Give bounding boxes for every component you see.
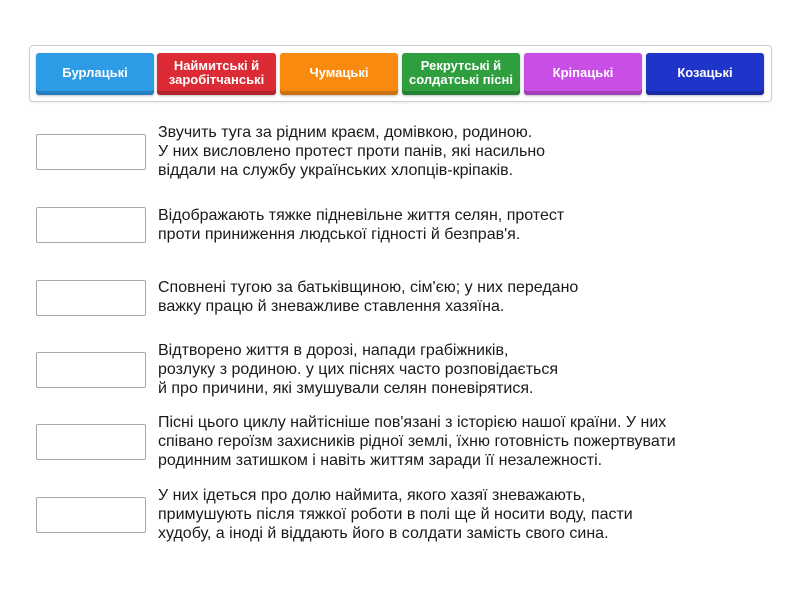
drop-slot-4[interactable] bbox=[36, 352, 146, 388]
description-1: Звучить туга за рідним краєм, домівкою, родиною. У них висловлено протест проти панів, які насильно віддали на службу українських хлопців-кріпаків. bbox=[158, 124, 546, 179]
drop-slot-6[interactable] bbox=[36, 497, 146, 533]
description-3: Сповнені тугою за батьківщиною, сім'єю; у них передано важку працю й зневажливе ставлення хазяїна. bbox=[158, 279, 579, 315]
tile-rekrutski[interactable] bbox=[402, 53, 520, 95]
tile-naimytski[interactable] bbox=[157, 53, 276, 95]
tile-burlatski[interactable] bbox=[36, 53, 154, 95]
description-4: Відтворено життя в дорозі, напади грабіжників, розлуку з родиною. у цих піснях часто розповідається й про причини, які змушували селян поневірятися. bbox=[158, 342, 559, 397]
description-2: Відображають тяжке підневільне життя селян, протест проти приниження людської гідності й безправ'я. bbox=[158, 207, 565, 243]
description-5: Пісні цього циклу найтісніше пов'язані з історією нашої країни. У них співано героїзм захисників рідної землі, їхню готовність пожертвувати родинним затишком і навіть життям заради її незалежності. bbox=[158, 414, 676, 469]
tile-kripatski[interactable] bbox=[524, 53, 642, 95]
tile-label: Бурлацькі bbox=[62, 64, 128, 80]
drop-slot-1[interactable] bbox=[36, 134, 146, 170]
tile-chumatski[interactable] bbox=[280, 53, 398, 95]
tile-kozatski[interactable] bbox=[646, 53, 764, 95]
tile-label: Рекрутські й солдатські пісні bbox=[409, 57, 513, 87]
tile-label: Наймитські й заробітчанські bbox=[168, 57, 265, 87]
tile-label: Кріпацькі bbox=[552, 64, 614, 80]
drop-slot-5[interactable] bbox=[36, 424, 146, 460]
description-6: У них ідеться про долю наймита, якого хазяї зневажають, примушують після тяжкої роботи в полі ще й носити воду, пасти худобу, а іноді й віддають його в солдати замість свого сина. bbox=[158, 487, 633, 542]
drop-slot-3[interactable] bbox=[36, 280, 146, 316]
drop-slot-2[interactable] bbox=[36, 207, 146, 243]
tile-label: Козацькі bbox=[677, 64, 733, 80]
tile-label: Чумацькі bbox=[309, 64, 369, 80]
answer-tray bbox=[29, 45, 772, 102]
